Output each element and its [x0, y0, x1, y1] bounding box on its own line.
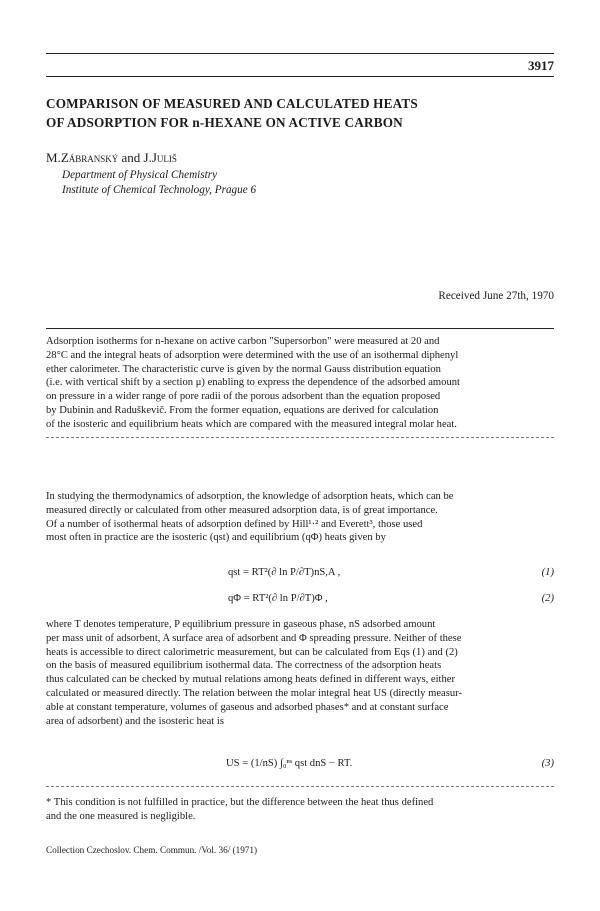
page-number: 3917 — [528, 58, 554, 73]
body-line: area of adsorbent) and the isosteric heat is — [46, 715, 224, 727]
affiliation-line-2: Institute of Chemical Technology, Prague 6 — [62, 184, 257, 196]
body-line: where T denotes temperature, P equilibrium pressure in gaseous phase, nS adsorbed amount — [46, 619, 436, 630]
equation-1 — [0, 567, 600, 581]
equation-3-number: (3) — [541, 758, 554, 769]
body-line: calculated or measured directly. The relation between the molar integral heat US (directly measur- — [46, 687, 463, 699]
author-2-initial: J. — [143, 150, 152, 165]
author-1-name: Zábranský — [60, 150, 119, 165]
equation-2-expression: qΦ = RT²(∂ ln P/∂T)Φ , — [228, 593, 328, 604]
title-line-2: OF ADSORPTION FOR n-HEXANE ON ACTIVE CARBON — [46, 115, 403, 130]
footnote-line: and the one measured is negligible. — [46, 810, 196, 822]
header-rule — [46, 53, 554, 54]
body-line: Of a number of isothermal heats of adsorption defined by Hill¹·² and Everett³, those used — [46, 518, 423, 530]
footnote-rule — [46, 786, 554, 787]
received-date: Received June 27th, 1970 — [438, 290, 554, 302]
body-line: In studying the thermodynamics of adsorption, the knowledge of adsorption heats, which can be — [46, 491, 454, 502]
authors-and: and — [118, 150, 144, 165]
abstract — [46, 335, 554, 432]
title-line-1: COMPARISON OF MEASURED AND CALCULATED HEATS — [46, 96, 418, 111]
body-line: able at constant temperature, volumes of gaseous and adsorbed phases* and at constant surface — [46, 701, 449, 713]
abstract-top-rule — [46, 328, 554, 329]
authors — [46, 150, 177, 166]
author-1-initial: M. — [46, 150, 61, 165]
body-paragraph-1 — [46, 490, 554, 545]
body-line: on the basis of measured equilibrium isothermal data. The correctness of the adsorption heats — [46, 660, 442, 672]
equation-2 — [0, 593, 600, 607]
footnote-line: * This condition is not fulfilled in practice, but the difference between the heat thus defined — [46, 797, 434, 808]
abstract-bottom-rule — [46, 437, 554, 438]
abstract-line: Adsorption isotherms for n-hexane on active carbon "Supersorbon" were measured at 20 and — [46, 336, 440, 347]
body-paragraph-2 — [46, 618, 554, 728]
abstract-line: ether calorimeter. The characteristic curve is given by the normal Gauss distribution equation — [46, 363, 441, 375]
affiliation — [62, 168, 256, 198]
equation-1-expression: qst = RT²(∂ ln P/∂T)nS,A , — [228, 567, 341, 578]
abstract-line: of the isosteric and equilibrium heats which are compared with the measured integral molar heat. — [46, 418, 457, 430]
abstract-line: (i.e. with vertical shift by a section μ) enabling to express the dependence of the adsorbed amount — [46, 377, 460, 389]
article-title — [46, 94, 566, 132]
body-line: measured directly or calculated from other measured adsorption data, is of great importance. — [46, 504, 438, 516]
header-rule-lower — [46, 76, 554, 77]
author-2-name: Juliš — [151, 150, 177, 165]
body-line: thus calculated can be checked by mutual relations among heats defined in different ways, either — [46, 674, 455, 686]
abstract-line: by Dubinin and Raduškevič. From the former equation, equations are derived for calculation — [46, 404, 439, 416]
journal-footer: Collection Czechoslov. Chem. Commun. /Vol. 36/ (1971) — [46, 845, 258, 855]
body-line: per mass unit of adsorbent, A surface area of adsorbent and Φ spreading pressure. Neither of these — [46, 632, 462, 644]
footnote — [46, 796, 554, 824]
abstract-line: 28°C and the integral heats of adsorption were determined with the use of an isothermal diphenyl — [46, 349, 459, 361]
equation-2-number: (2) — [541, 593, 554, 604]
equation-3-expression: US = (1/nS) ∫₀ⁿˢ qst dnS − RT. — [226, 758, 353, 769]
body-line: heats is accessible to direct calorimetric measurement, but can be calculated from Eqs (1) and (2) — [46, 646, 458, 658]
affiliation-line-1: Department of Physical Chemistry — [62, 169, 218, 181]
abstract-line: on pressure in a wider range of pore radii of the porous adsorbent than the equation proposed — [46, 391, 441, 403]
equation-3 — [0, 758, 600, 772]
body-line: most often in practice are the isosteric (qst) and equilibrium (qΦ) heats given by — [46, 532, 386, 544]
equation-1-number: (1) — [541, 567, 554, 578]
